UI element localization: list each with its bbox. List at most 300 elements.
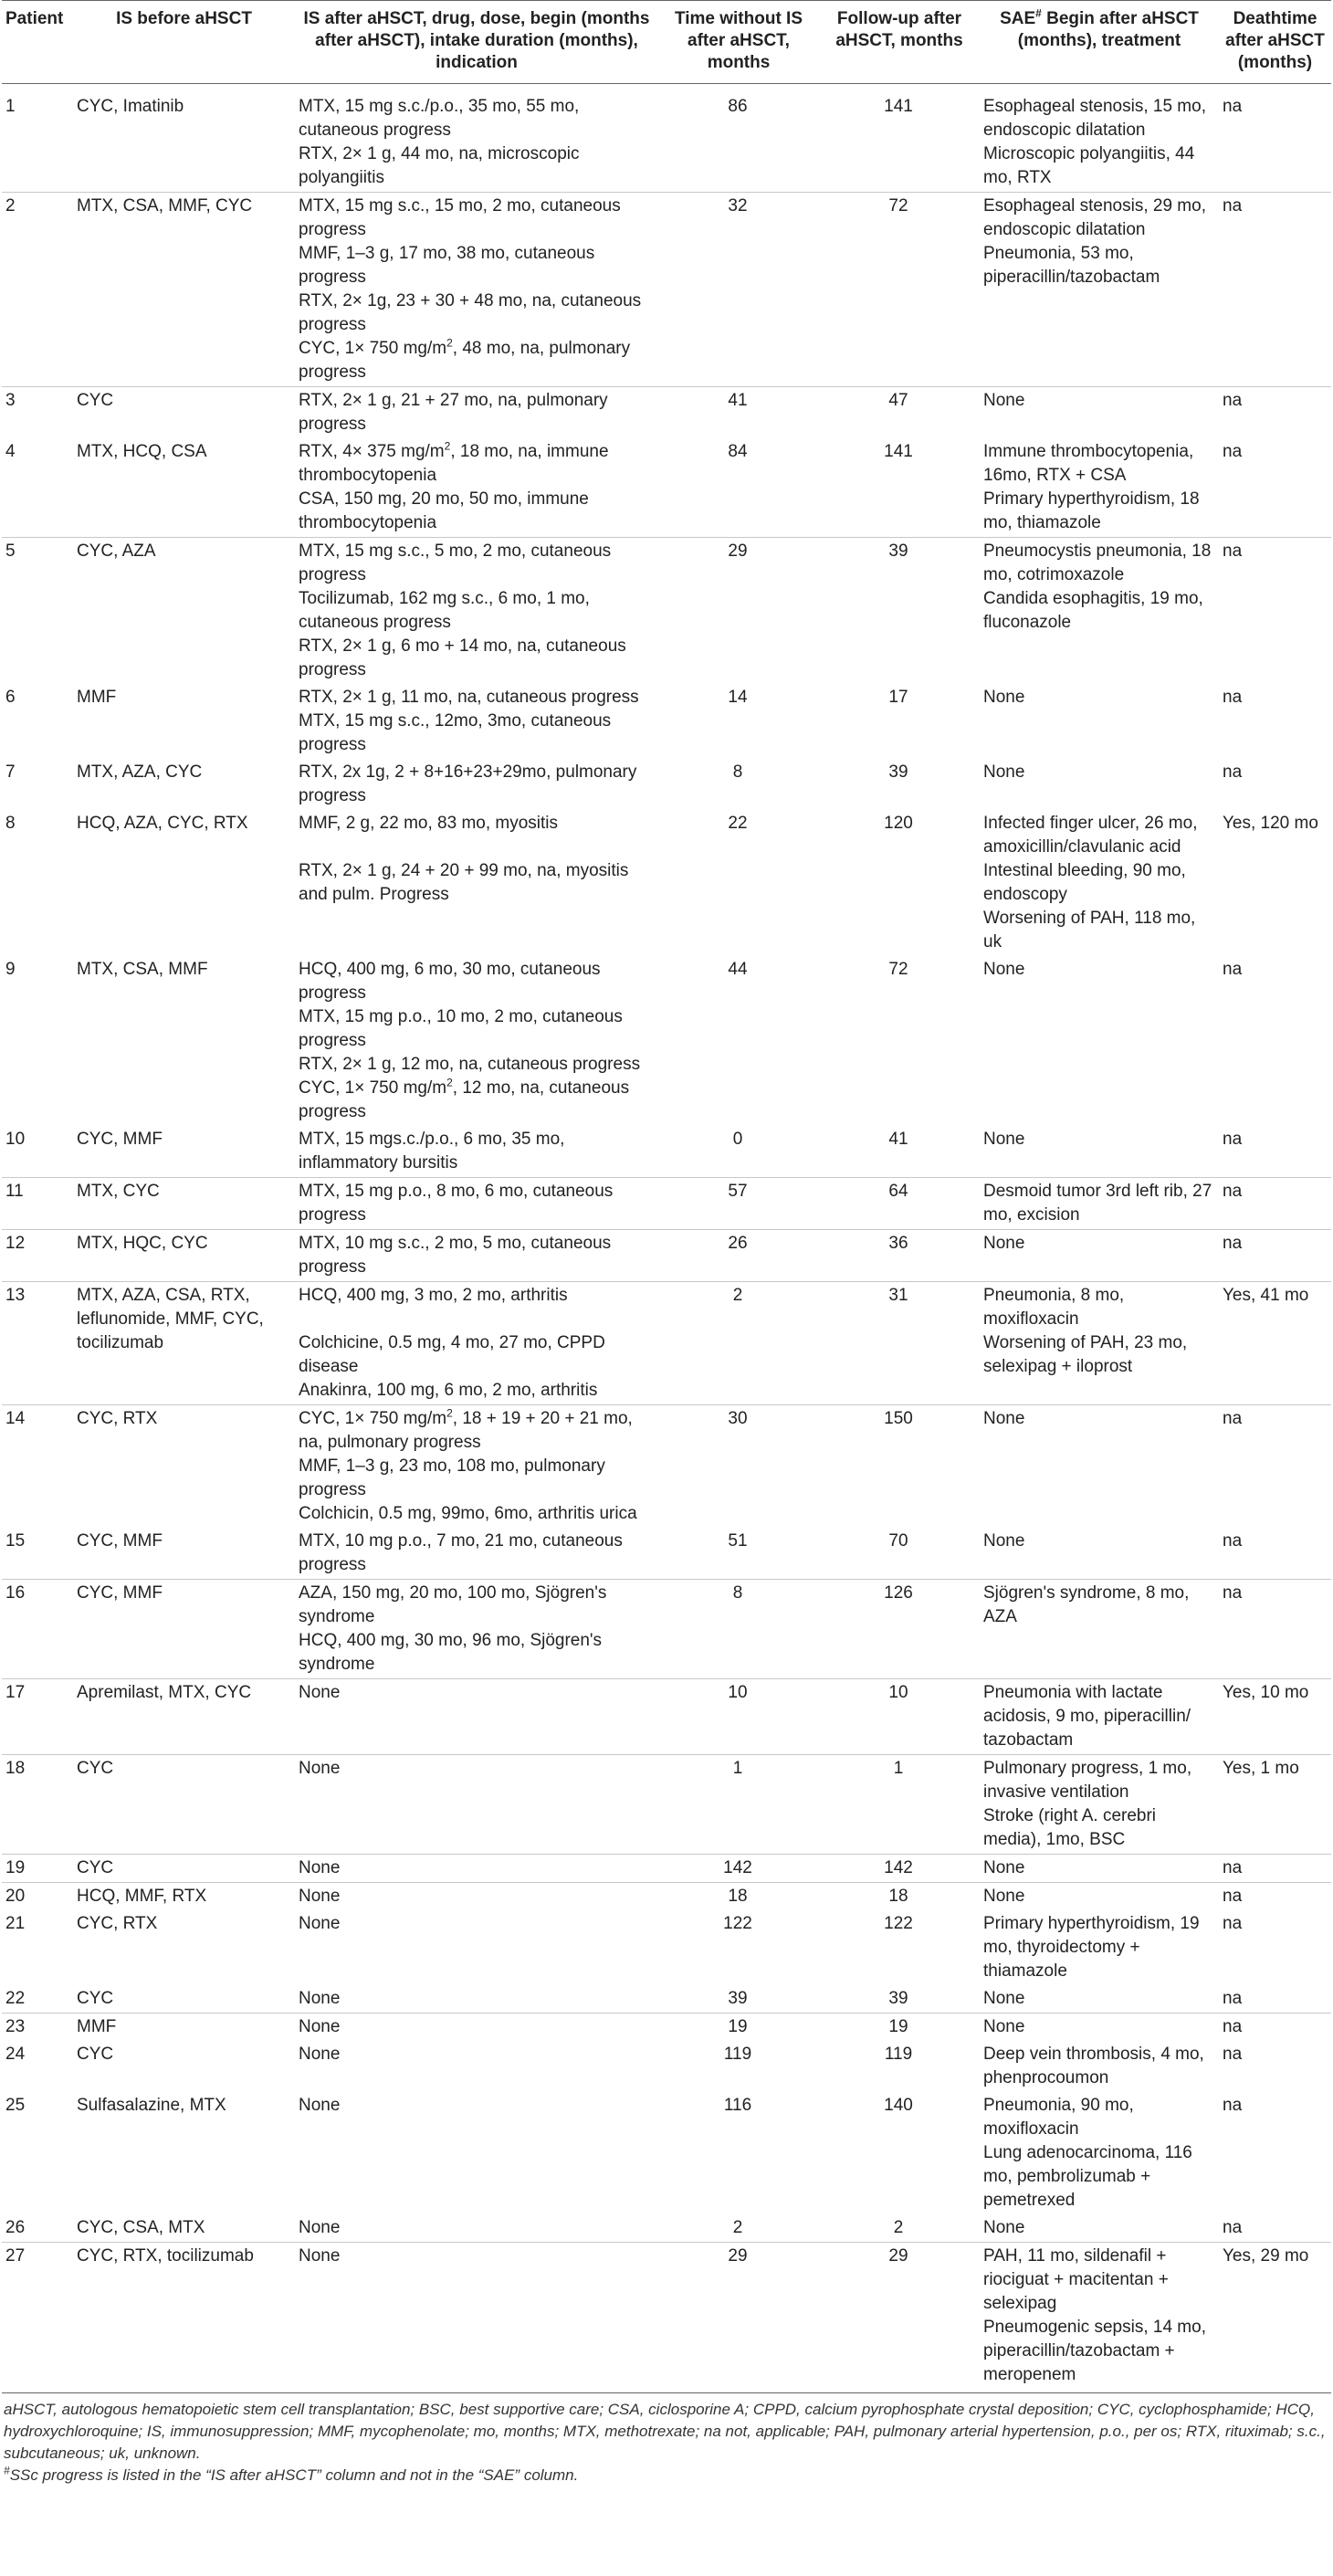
table-row (2, 1855, 1331, 1883)
table-row (2, 2092, 1331, 2214)
cell-patient: 5 (2, 538, 73, 685)
is-after-text: None (299, 2246, 341, 2266)
cell-patient: 3 (2, 387, 73, 439)
table-row (2, 956, 1331, 1126)
sae-entry: Primary hyperthyroidism, 18 mo, thiamazole (983, 489, 1200, 532)
sae-entry: Immune thrombocytopenia, 16mo, RTX + CSA (983, 442, 1194, 485)
cell-followup: 150 (819, 1405, 980, 1529)
sae-entry: Pneumocystis pneumonia, 18 mo, cotrimoxazole (983, 541, 1212, 584)
cell-is-before: HCQ, AZA, CYC, RTX (77, 814, 248, 833)
is-after-text: RTX, 2x 1g, 2 + 8+16+23+29mo, pulmonary progress (299, 762, 637, 805)
table-row (2, 2041, 1331, 2092)
is-after-entry (299, 195, 653, 242)
is-after-entry (299, 1502, 653, 1526)
cell-death: na (1219, 538, 1331, 685)
cell-is-before: CYC, RTX (77, 1914, 158, 1933)
cell-death: na (1223, 688, 1243, 707)
is-after-entry (299, 1856, 653, 1880)
is-after-entry (299, 587, 653, 635)
cell-is-after (295, 1679, 658, 1755)
cell-is-before: Apremilast, MTX, CYC (73, 1679, 295, 1755)
is-after-entry (299, 686, 653, 710)
cell-is-before: CYC, Imatinib (77, 97, 184, 116)
is-after-entry (299, 389, 653, 436)
cell-is-before: MTX, HQC, CYC (73, 1230, 295, 1282)
cell-is-before: Sulfasalazine, MTX (77, 2096, 226, 2115)
is-after-entry (299, 859, 653, 907)
table-row (2, 1405, 1331, 1529)
cell-time-without-is: 122 (723, 1914, 752, 1933)
cell-followup: 140 (884, 2096, 913, 2115)
is-after-entry (299, 1128, 653, 1175)
cell-patient: 7 (5, 762, 16, 782)
is-after-text: MMF, 2 g, 22 mo, 83 mo, myositis (299, 814, 559, 833)
is-after-text: None (299, 2218, 341, 2237)
cell-death: na (1223, 1130, 1243, 1149)
cell-is-after (295, 1405, 658, 1529)
sae-entry: Stroke (right A. cerebri media), 1mo, BSC (983, 1806, 1157, 1849)
cell-time-without-is: 86 (728, 97, 748, 116)
cell-is-before: MTX, AZA, CYC (77, 762, 203, 782)
cell-is-after (295, 1883, 658, 1911)
sae-entry: Pulmonary progress, 1 mo, invasive ventilation (983, 1759, 1192, 1802)
cell-is-before: CYC, MMF (77, 1130, 163, 1149)
sae-entry: Microscopic polyangiitis, 44 mo, RTX (983, 144, 1195, 187)
cell-sae (980, 387, 1219, 439)
cell-patient: 2 (2, 193, 73, 387)
cell-death: Yes, 120 mo (1223, 814, 1318, 833)
cell-is-before: HCQ, MMF, RTX (73, 1883, 295, 1911)
is-after-entry (299, 1284, 653, 1308)
is-after-entry (299, 1987, 653, 2011)
is-after-text: MTX, 15 mgs.c./p.o., 6 mo, 35 mo, inflammatory bursitis (299, 1130, 565, 1172)
is-after-text: MTX, 15 mg p.o., 8 mo, 6 mo, cutaneous progress (299, 1182, 614, 1225)
table-row (2, 1282, 1331, 1405)
cell-sae (980, 1230, 1219, 1282)
cell-is-before: MTX, CYC (73, 1178, 295, 1230)
cell-patient: 13 (2, 1282, 73, 1405)
is-after-text-cont: , 18 + 19 + 20 + 21 mo, na, pulmonary progress (299, 1409, 633, 1452)
is-after-entry (299, 95, 653, 142)
table-row (2, 1580, 1331, 1679)
cell-sae (980, 1679, 1219, 1755)
cell-followup: 2 (893, 2218, 904, 2237)
is-after-text: HCQ, 400 mg, 3 mo, 2 mo, arthritis (299, 1286, 568, 1305)
cell-time-without-is: 14 (728, 688, 748, 707)
superscript: 2 (446, 1406, 453, 1420)
cell-is-after (295, 2214, 658, 2243)
is-after-entry (299, 958, 653, 1005)
table-row (2, 1126, 1331, 1178)
cell-is-before: CYC, RTX (73, 1405, 295, 1529)
is-after-text: None (299, 1989, 341, 2008)
cell-is-before: CYC, RTX, tocilizumab (73, 2243, 295, 2390)
cell-time-without-is: 2 (732, 2218, 743, 2237)
table-row (2, 2243, 1331, 2390)
table-header (2, 1, 1331, 84)
cell-followup: 17 (888, 688, 908, 707)
sae-entry: None (983, 960, 1025, 979)
sae-entry: Primary hyperthyroidism, 19 mo, thyroidectomy + thiamazole (983, 1914, 1200, 1981)
header-sae-mark: # (1035, 6, 1042, 20)
is-after-text: None (299, 2045, 341, 2064)
cell-sae (980, 956, 1219, 1126)
cell-sae (980, 1755, 1219, 1855)
cell-sae (980, 438, 1219, 538)
is-after-text-cont: , 48 mo, na, pulmonary progress (299, 339, 631, 382)
cell-patient: 1 (5, 97, 16, 116)
table-body (2, 84, 1331, 2390)
cell-death: na (1223, 97, 1243, 116)
cell-sae (980, 84, 1219, 193)
cell-followup: 64 (819, 1178, 980, 1230)
cell-time-without-is: 10 (658, 1679, 819, 1755)
is-after-text: RTX, 4× 375 mg/m (299, 442, 445, 461)
cell-patient: 9 (5, 960, 16, 979)
sae-entry: None (983, 2017, 1025, 2036)
is-after-entry (299, 2094, 653, 2118)
cell-followup: 39 (888, 1989, 908, 2008)
cell-is-before: MTX, CSA, MMF, CYC (73, 193, 295, 387)
is-after-text: None (299, 1759, 341, 1778)
cell-death: na (1219, 1178, 1331, 1230)
table-row (2, 2013, 1331, 2042)
cell-patient: 22 (5, 1989, 26, 2008)
cell-patient: 15 (5, 1531, 26, 1551)
cell-sae (980, 810, 1219, 956)
is-after-text: MTX, 15 mg s.c./p.o., 35 mo, 55 mo, cutaneous progress (299, 97, 580, 140)
is-after-text: MTX, 15 mg s.c., 12mo, 3mo, cutaneous progress (299, 711, 612, 754)
is-after-text: RTX, 2× 1 g, 24 + 20 + 99 mo, na, myositis and pulm. Progress (299, 861, 629, 904)
cell-death: na (1223, 762, 1243, 782)
is-after-text: MTX, 15 mg s.c., 5 mo, 2 mo, cutaneous progress (299, 541, 612, 584)
cell-is-before: CYC, MMF (77, 1531, 163, 1551)
cell-time-without-is: 18 (658, 1883, 819, 1911)
is-after-entry (299, 540, 653, 587)
is-after-entry (299, 2015, 653, 2039)
sae-entry: Worsening of PAH, 23 mo, selexipag + iloprost (983, 1333, 1188, 1376)
sae-entry: Pneumonia, 53 mo, piperacillin/tazobactam (983, 244, 1160, 287)
cell-death: na (1219, 1405, 1331, 1529)
cell-time-without-is: 142 (658, 1855, 819, 1883)
is-after-entry (299, 242, 653, 289)
is-after-entry (299, 1582, 653, 1629)
cell-sae (980, 1126, 1219, 1178)
is-after-text: RTX, 2× 1 g, 6 mo + 14 mo, na, cutaneous progress (299, 636, 626, 679)
cell-is-after (295, 2243, 658, 2390)
header-death: Deathtime after aHSCT (months) (1219, 1, 1331, 84)
is-after-entry (299, 1407, 653, 1455)
cell-sae (980, 1910, 1219, 1985)
cell-is-after (295, 1985, 658, 2013)
cell-followup: 126 (819, 1580, 980, 1679)
cell-is-before: CYC (77, 2045, 114, 2064)
cell-is-after (295, 2013, 658, 2042)
is-after-text: None (299, 1683, 341, 1702)
is-after-text: None (299, 2096, 341, 2115)
cell-sae (980, 2013, 1219, 2042)
cell-is-before: MMF (77, 688, 117, 707)
is-after-text: RTX, 2× 1 g, 21 + 27 mo, na, pulmonary progress (299, 391, 608, 434)
cell-sae (980, 759, 1219, 810)
cell-death: na (1223, 1989, 1243, 2008)
cell-death: Yes, 41 mo (1219, 1282, 1331, 1405)
cell-is-before: CYC, CSA, MTX (77, 2218, 205, 2237)
is-after-text: MTX, 15 mg s.c., 15 mo, 2 mo, cutaneous progress (299, 196, 621, 239)
cell-death: na (1223, 1914, 1243, 1933)
cell-time-without-is: 26 (658, 1230, 819, 1282)
cell-is-after (295, 1230, 658, 1282)
cell-is-after (295, 84, 658, 193)
cell-death: na (1223, 2218, 1243, 2237)
cell-patient: 20 (2, 1883, 73, 1911)
table-row (2, 1755, 1331, 1855)
sae-entry: Intestinal bleeding, 90 mo, endoscopy (983, 861, 1186, 904)
cell-followup: 18 (819, 1883, 980, 1911)
is-after-text: Anakinra, 100 mg, 6 mo, 2 mo, arthritis (299, 1381, 598, 1400)
cell-sae (980, 1178, 1219, 1230)
sae-entry: None (983, 1409, 1025, 1428)
cell-death: na (1219, 1855, 1331, 1883)
cell-followup: 39 (819, 538, 980, 685)
table-footnotes (2, 2392, 1331, 2487)
table-row (2, 1230, 1331, 1282)
is-after-entry (299, 142, 653, 190)
cell-patient: 4 (5, 442, 16, 461)
cell-is-after (295, 2092, 658, 2214)
is-after-text: None (299, 1858, 341, 1877)
header-time-without-is: Time without IS after aHSCT, months (658, 1, 819, 84)
cell-is-before: CYC (73, 1855, 295, 1883)
sae-entry: Infected finger ulcer, 26 mo, amoxicillin/clavulanic acid (983, 814, 1198, 857)
is-after-entry (299, 1005, 653, 1053)
cell-patient: 19 (2, 1855, 73, 1883)
is-after-entry (299, 1681, 653, 1705)
cell-is-before: CYC (73, 387, 295, 439)
cell-time-without-is: 0 (732, 1130, 743, 1149)
superscript: 2 (446, 1076, 453, 1089)
is-after-text: CYC, 1× 750 mg/m (299, 339, 447, 358)
cell-patient: 6 (5, 688, 16, 707)
cell-is-after (295, 438, 658, 538)
sae-entry: None (983, 1858, 1025, 1877)
cell-followup: 1 (819, 1755, 980, 1855)
sae-entry: None (983, 1531, 1025, 1551)
is-after-text: MTX, 15 mg p.o., 10 mo, 2 mo, cutaneous progress (299, 1007, 623, 1050)
is-after-entry (299, 1912, 653, 1936)
cell-death: na (1223, 960, 1243, 979)
patient-table (2, 0, 1331, 2389)
sae-entry: Lung adenocarcinoma, 116 mo, pembrolizumab + pemetrexed (983, 2143, 1192, 2210)
footnote-sae-mark: # (4, 2464, 10, 2477)
cell-is-after (295, 387, 658, 439)
sae-entry: None (983, 688, 1025, 707)
cell-patient: 27 (2, 2243, 73, 2390)
header-sae-prefix: SAE (1000, 9, 1036, 28)
is-after-text: MMF, 1–3 g, 17 mo, 38 mo, cutaneous progress (299, 244, 595, 287)
cell-patient: 16 (2, 1580, 73, 1679)
cell-is-after (295, 1755, 658, 1855)
cell-sae (980, 1855, 1219, 1883)
cell-is-after (295, 956, 658, 1126)
cell-death: na (1223, 1531, 1243, 1551)
is-after-entry (299, 761, 653, 808)
cell-time-without-is: 1 (658, 1755, 819, 1855)
is-after-text: Tocilizumab, 162 mg s.c., 6 mo, 1 mo, cutaneous progress (299, 589, 590, 632)
footnote-abbreviations: aHSCT, autologous hematopoietic stem cell transplantation; BSC, best supportive care; CSA, ciclosporine A; CPPD, calcium pyrophosphate crystal deposition; CYC, cyclophosphamide; HCQ, hydroxychloroquine; IS, immunosuppression; MMF, mycophenolate; mo, months; MTX, methotrexate; na not, applicable; PAH, pulmonary arterial hypertension, p.o., per os; RTX, rituximab; s.c., subcutaneous; uk, unknown. (4, 2401, 1326, 2462)
cell-death: na (1223, 2096, 1243, 2115)
table-row (2, 438, 1331, 538)
cell-patient: 11 (2, 1178, 73, 1230)
is-after-entry (299, 1053, 653, 1077)
is-after-entry (299, 2216, 653, 2240)
sae-entry: Sjögren's syndrome, 8 mo, AZA (983, 1583, 1190, 1626)
cell-sae (980, 1985, 1219, 2013)
sae-entry: Desmoid tumor 3rd left rib, 27 mo, excision (983, 1182, 1212, 1225)
table-row (2, 1985, 1331, 2013)
cell-time-without-is: 8 (658, 1580, 819, 1679)
cell-time-without-is: 44 (728, 960, 748, 979)
is-after-text-cont: , 12 mo, na, cutaneous progress (299, 1078, 630, 1121)
is-after-entry (299, 710, 653, 757)
cell-death: na (1219, 1230, 1331, 1282)
cell-death: na (1219, 1580, 1331, 1679)
table-row (2, 387, 1331, 439)
sae-entry: Esophageal stenosis, 15 mo, endoscopic dilatation (983, 97, 1206, 140)
cell-patient: 12 (2, 1230, 73, 1282)
is-after-entry (299, 2043, 653, 2066)
is-after-text: CSA, 150 mg, 20 mo, 50 mo, immune thrombocytopenia (299, 489, 589, 532)
cell-time-without-is: 19 (658, 2013, 819, 2042)
cell-death: na (1223, 2045, 1243, 2064)
cell-followup: 41 (888, 1130, 908, 1149)
superscript: 2 (446, 336, 453, 350)
table-row (2, 810, 1331, 956)
header-is-before: IS before aHSCT (73, 1, 295, 84)
cell-followup: 141 (884, 97, 913, 116)
cell-followup: 19 (819, 2013, 980, 2042)
cell-followup: 31 (819, 1282, 980, 1405)
cell-death: Yes, 10 mo (1219, 1679, 1331, 1755)
is-after-entry (299, 1455, 653, 1502)
is-after-text: None (299, 1887, 341, 1906)
is-after-entry (299, 440, 653, 488)
is-after-text: RTX, 2× 1 g, 11 mo, na, cutaneous progress (299, 688, 639, 707)
is-after-entry (299, 1077, 653, 1124)
sae-entry: None (983, 1234, 1025, 1253)
cell-patient: 14 (2, 1405, 73, 1529)
is-after-entry (299, 635, 653, 682)
cell-patient: 25 (5, 2096, 26, 2115)
is-after-entry (299, 1885, 653, 1908)
cell-patient: 18 (2, 1755, 73, 1855)
cell-is-before: CYC (77, 1989, 114, 2008)
footnote-sae (4, 2465, 1329, 2487)
cell-death: Yes, 29 mo (1219, 2243, 1331, 2390)
cell-is-after (295, 759, 658, 810)
cell-is-before: MTX, AZA, CSA, RTX, leflunomide, MMF, CYC, tocilizumab (73, 1282, 295, 1405)
cell-death: na (1219, 1883, 1331, 1911)
is-after-entry (299, 289, 653, 337)
is-after-entry (299, 1629, 653, 1677)
table-row (2, 2214, 1331, 2243)
cell-is-after (295, 1580, 658, 1679)
cell-sae (980, 684, 1219, 759)
is-after-entry (299, 812, 653, 836)
cell-sae (980, 2243, 1219, 2390)
sae-entry: Pneumogenic sepsis, 14 mo, piperacillin/tazobactam + meropenem (983, 2318, 1206, 2384)
cell-patient: 10 (5, 1130, 26, 1149)
sae-entry: None (983, 762, 1025, 782)
sae-entry: Pneumonia with lactate acidosis, 9 mo, piperacillin/ tazobactam (983, 1683, 1191, 1750)
is-after-text-cont: , 18 mo, na, immune thrombocytopenia (299, 442, 609, 485)
cell-is-after (295, 1855, 658, 1883)
cell-time-without-is: 32 (658, 193, 819, 387)
sae-entry: None (983, 391, 1025, 410)
is-after-entry (299, 1180, 653, 1227)
header-is-after: IS after aHSCT, drug, dose, begin (months after aHSCT), intake duration (months), indication (295, 1, 658, 84)
cell-is-before: MTX, HCQ, CSA (77, 442, 207, 461)
cell-is-before: MMF (73, 2013, 295, 2042)
cell-is-after (295, 1178, 658, 1230)
is-after-entry (299, 1757, 653, 1781)
cell-patient: 23 (2, 2013, 73, 2042)
cell-is-after (295, 1910, 658, 1985)
is-after-text: Colchicine, 0.5 mg, 4 mo, 27 mo, CPPD disease (299, 1333, 605, 1376)
is-after-text: CYC, 1× 750 mg/m (299, 1409, 447, 1428)
cell-sae (980, 538, 1219, 685)
cell-patient: 24 (5, 2045, 26, 2064)
is-after-text: HCQ, 400 mg, 30 mo, 96 mo, Sjögren's syndrome (299, 1631, 603, 1674)
table-row (2, 759, 1331, 810)
cell-followup: 120 (884, 814, 913, 833)
is-after-text: None (299, 1914, 341, 1933)
is-after-text: RTX, 2× 1 g, 44 mo, na, microscopic polyangiitis (299, 144, 580, 187)
is-after-entry (299, 337, 653, 384)
cell-time-without-is: 8 (732, 762, 743, 782)
is-after-text: RTX, 2× 1 g, 12 mo, na, cutaneous progress (299, 1055, 641, 1074)
superscript: 2 (444, 439, 451, 453)
is-after-text: CYC, 1× 750 mg/m (299, 1078, 447, 1098)
cell-death: na (1223, 442, 1243, 461)
cell-followup: 70 (888, 1531, 908, 1551)
sae-entry: None (983, 1887, 1025, 1906)
cell-sae (980, 193, 1219, 387)
header-sae-suffix: Begin after aHSCT (months), treatment (1017, 9, 1199, 50)
sae-entry: Worsening of PAH, 118 mo, uk (983, 909, 1196, 952)
cell-sae (980, 1405, 1219, 1529)
cell-followup: 72 (819, 193, 980, 387)
table-row (2, 84, 1331, 193)
cell-is-after (295, 1126, 658, 1178)
sae-entry: Esophageal stenosis, 29 mo, endoscopic dilatation (983, 196, 1206, 239)
cell-time-without-is: 41 (658, 387, 819, 439)
header-patient: Patient (2, 1, 73, 84)
table-row (2, 684, 1331, 759)
header-sae (980, 1, 1219, 84)
cell-followup: 72 (888, 960, 908, 979)
cell-is-after (295, 538, 658, 685)
is-after-text: MTX, 10 mg p.o., 7 mo, 21 mo, cutaneous progress (299, 1531, 623, 1574)
is-after-text: None (299, 2017, 341, 2036)
sae-entry: Deep vein thrombosis, 4 mo, phenprocoumon (983, 2045, 1204, 2087)
table-row (2, 1910, 1331, 1985)
cell-followup: 142 (819, 1855, 980, 1883)
cell-sae (980, 1282, 1219, 1405)
cell-time-without-is: 116 (723, 2096, 752, 2115)
table-row (2, 1883, 1331, 1911)
cell-time-without-is: 29 (658, 2243, 819, 2390)
